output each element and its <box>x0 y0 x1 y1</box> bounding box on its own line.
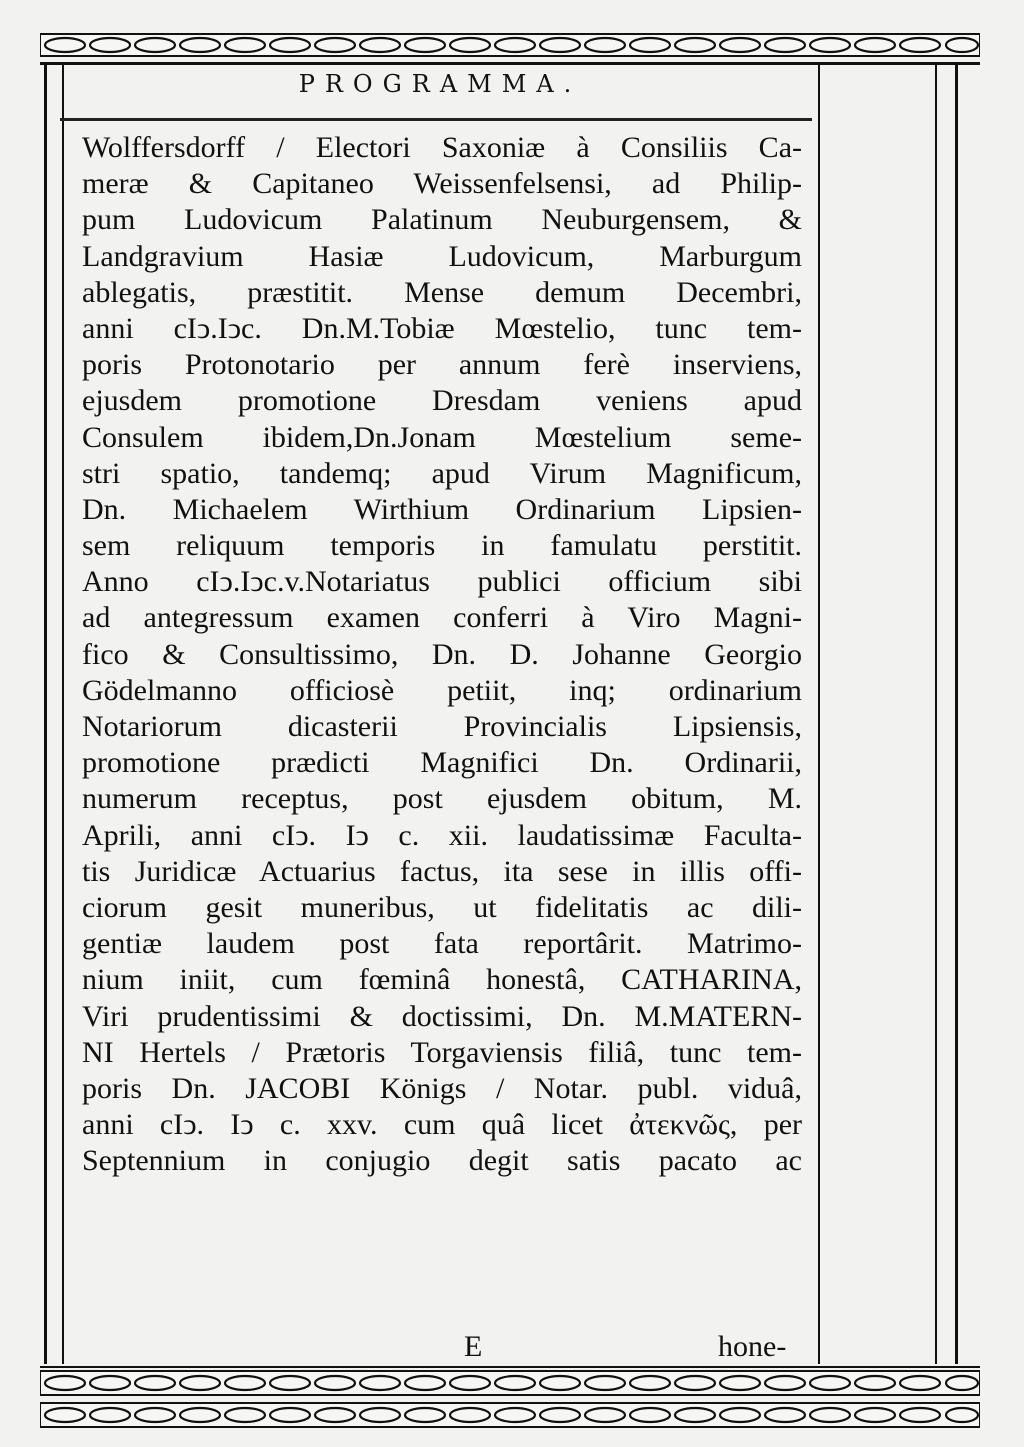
text-line: stri spatio, tandemq; apud Virum Magnificum, <box>82 456 802 490</box>
text-line: pum Ludovicum Palatinum Neuburgensem, & <box>82 203 802 237</box>
signature-mark: E <box>464 1330 483 1363</box>
text-line: Notariorum dicasterii Provincialis Lipsiensis, <box>82 710 802 743</box>
right-outer-rule <box>955 64 958 1364</box>
text-line: anni cIↄ. Iↄ c. xxv. cum quâ licet ἀτεκνῶς, per <box>82 1108 802 1142</box>
right-inner-rule <box>818 64 820 1364</box>
text-line: NI Hertels / Prætoris Torgaviensis filiâ, tunc tem- <box>82 1035 802 1069</box>
text-line: Septennium in conjugio degit satis pacato ac <box>82 1144 802 1178</box>
text-line: anni cIↄ.Iↄc. Dn.M.Tobiæ Mœstelio, tunc tem- <box>82 311 802 345</box>
text-line: ad antegressum examen conferri à Viro Magni- <box>82 601 802 635</box>
text-line: nium iniit, cum fœminâ honestâ, CATHARINA, <box>82 963 802 997</box>
body-text <box>82 130 802 1179</box>
text-line: Landgravium Hasiæ Ludovicum, Marburgum <box>82 239 802 273</box>
text-line: promotione prædicti Magnifici Dn. Ordinarii, <box>82 746 802 780</box>
text-line: poris Protonotario per annum ferè inserviens, <box>82 348 802 382</box>
text-line: fico & Consultissimo, Dn. D. Johanne Georgio <box>82 637 802 671</box>
bottom-ornament-border-lower <box>40 1400 980 1430</box>
text-line: numerum receptus, post ejusdem obitum, M. <box>82 782 802 816</box>
text-line: gentiæ laudem post fata reportârit. Matrimo- <box>82 927 802 961</box>
text-line: sem reliquum temporis in famulatu perstitit. <box>82 529 802 563</box>
text-line: ejusdem promotione Dresdam veniens apud <box>82 384 802 418</box>
text-line: ciorum gesit muneribus, ut fidelitatis ac dili- <box>82 890 802 924</box>
header-rule <box>60 118 812 121</box>
text-line: ablegatis, præstitit. Mense demum Decembri, <box>82 275 802 309</box>
text-line: Anno cIↄ.Iↄc.v.Notariatus publici officium sibi <box>82 565 802 599</box>
text-line: Dn. Michaelem Wirthium Ordinarium Lipsien- <box>82 492 802 526</box>
text-line: Viri prudentissimi & doctissimi, Dn. M.MATERN- <box>82 999 802 1033</box>
left-outer-rule <box>44 64 47 1364</box>
text-line: tis Juridicæ Actuarius factus, ita sese in illis offi- <box>82 854 802 888</box>
right-mid-rule <box>935 64 937 1364</box>
left-inner-rule <box>62 64 64 1364</box>
text-line: Aprili, anni cIↄ. Iↄ c. xii. laudatissimæ Faculta- <box>82 818 802 852</box>
top-ornament-border <box>40 30 980 60</box>
top-rule <box>40 62 980 65</box>
bottom-ornament-border-upper <box>40 1368 980 1398</box>
text-line: poris Dn. JACOBI Königs / Notar. publ. viduâ, <box>82 1071 802 1105</box>
text-line: meræ & Capitaneo Weissenfelsensi, ad Philip- <box>82 167 802 201</box>
catchword: hone- <box>718 1330 787 1363</box>
running-head: PROGRAMMA. <box>298 70 582 98</box>
text-line: Wolffersdorff / Electori Saxoniæ à Consiliis Ca- <box>82 131 802 164</box>
text-line: Gödelmanno officiosè petiit, inq; ordinarium <box>82 673 802 707</box>
text-line: Consulem ibidem,Dn.Jonam Mœstelium seme- <box>82 420 802 454</box>
